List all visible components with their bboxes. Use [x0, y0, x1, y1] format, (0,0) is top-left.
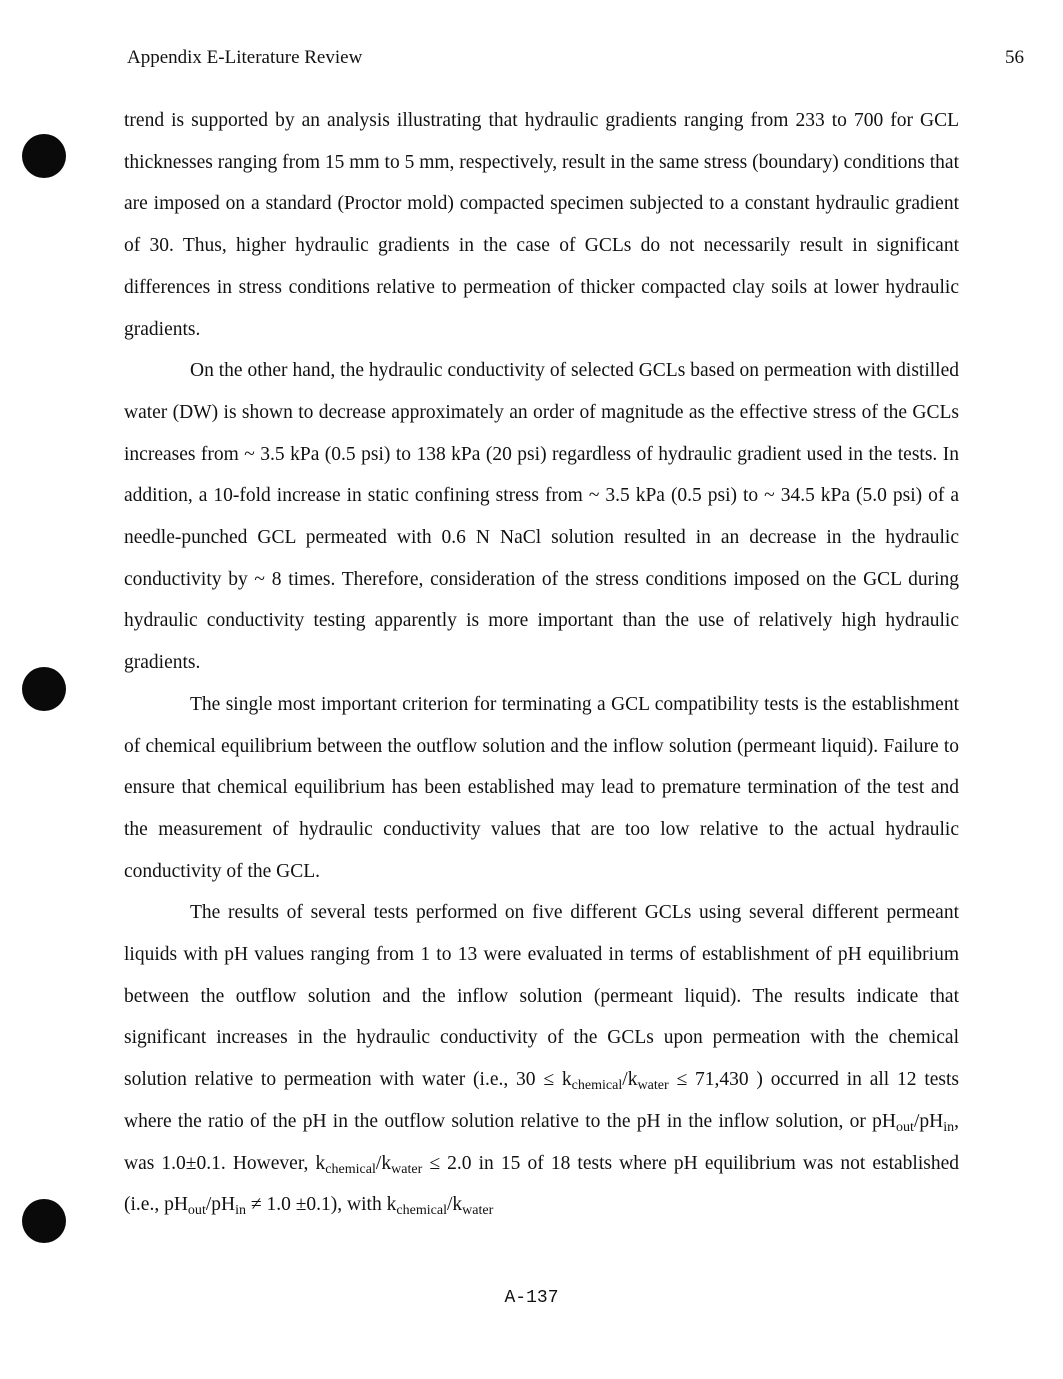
page-footer: A-137 — [504, 1288, 559, 1308]
page-header — [127, 44, 1024, 72]
subscript-text: water — [391, 1160, 423, 1177]
paragraph-text: /k — [446, 1194, 463, 1216]
punch-hole-icon — [22, 134, 66, 178]
subscript-text: out — [896, 1118, 914, 1135]
subscript-text: chemical — [571, 1077, 623, 1094]
subscript-text: chemical — [325, 1160, 376, 1177]
paragraph-text: /k — [375, 1152, 392, 1174]
punch-hole-icon — [22, 1199, 66, 1243]
paragraph-text: On the other hand, the hydraulic conductivity of selected GCLs based on permeation with distilled water (DW) is shown to decrease approximately an order of magnitude as the effective stress of the GCLs increases from ~ 3.5 kPa (0.5 psi) to 138 kPa (20 psi) regardless of hydraulic gradient used in the tests. In addition, a 10-fold increase in static confining stress from ~ 3.5 kPa (0.5 psi) to ~ 34.5 kPa (5.0 psi) of a needle-punched GCL permeated with 0.6 N NaCl solution resulted in an decrease in the hydraulic conductivity by ~ 8 times. Therefore, consideration of the stress conditions imposed on the GCL during hydraulic conductivity testing apparently is more important than the use of relatively high hydraulic gradients. — [124, 360, 959, 674]
punch-hole-icon — [22, 667, 66, 711]
subscript-text: water — [462, 1202, 494, 1219]
paragraph-text: ≠ 1.0 ±0.1), with k — [246, 1194, 397, 1216]
paragraph-text: /k — [622, 1069, 638, 1091]
paragraph-text: /pH — [205, 1194, 236, 1216]
paragraph — [124, 350, 959, 684]
paragraph-text: The single most important criterion for terminating a GCL compatibility tests is the establishment of chemical equilibrium between the outflow solution and the inflow solution (permeant liquid). Failure to ensure that chemical equilibrium has been established may lead to premature termination of the test and the measurement of hydraulic conductivity values that are too low relative to the actual hydraulic conductivity of the GCL. — [124, 693, 959, 882]
header-title: Appendix E-Literature Review — [127, 47, 363, 68]
subscript-text: in — [943, 1118, 955, 1135]
paragraph-text: ≤ 71,430 ) occurred in all 12 tests where the ratio of the pH in the outflow solution relative to the pH in the inflow solution, or pH — [124, 1069, 959, 1132]
subscript-text: out — [187, 1202, 206, 1219]
subscript-text: chemical — [396, 1202, 447, 1219]
paragraph-text: trend is supported by an analysis illustrating that hydraulic gradients ranging from 233 to 700 for GCL thicknesses ranging from 15 mm to 5 mm, respectively, result in the same stress (boundary) conditions that are imposed on a standard (Proctor mold) compacted specimen subjected to a constant hydraulic gradient of 30. Thus, higher hydraulic gradients in the case of GCLs do not necessarily result in significant differences in stress conditions relative to permeation of thicker compacted clay soils at lower hydraulic gradients. — [124, 110, 959, 340]
paragraph — [124, 892, 959, 1226]
paragraph-text: ≤ 2.0 in 15 of 18 tests where pH equilibrium was not established (i.e., pH — [124, 1152, 959, 1216]
header-page-number: 56 — [1005, 47, 1024, 68]
subscript-text: water — [637, 1077, 669, 1094]
paragraph-text: , was 1.0±0.1. However, k — [124, 1110, 959, 1174]
paragraph-text: /pH — [913, 1110, 944, 1132]
body-text — [124, 100, 959, 1226]
paragraph — [124, 100, 959, 350]
paragraph-text: The results of several tests performed on five different GCLs using several different permeant liquids with pH values ranging from 1 to 13 were evaluated in terms of establishment of pH equilibrium between the outflow solution and the inflow solution (permeant liquid). The results indicate that significant increases in the hydraulic conductivity of the GCLs upon permeation with the chemical solution relative to permeation with water (i.e., 30 ≤ k — [124, 902, 959, 1091]
paragraph — [124, 684, 959, 893]
subscript-text: in — [235, 1202, 247, 1219]
